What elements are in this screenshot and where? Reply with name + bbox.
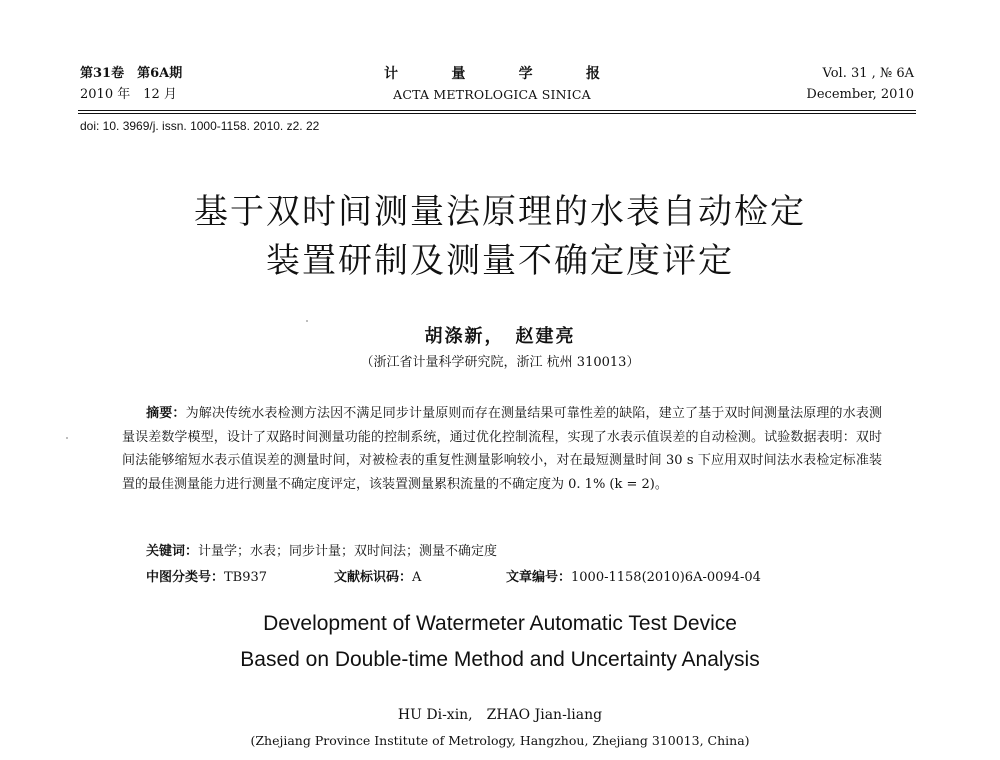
keywords — [146, 540, 497, 559]
doc-code-value: A — [412, 570, 422, 585]
volume-issue-cn: 第31卷 第6A期 — [80, 66, 183, 81]
journal-name-cn — [384, 64, 600, 84]
article-no-value: 1000-1158(2010)6A-0094-04 — [571, 570, 761, 585]
date-en: December, 2010 — [806, 87, 914, 102]
authors-cn: 胡涤新， 赵建亮 — [424, 326, 576, 347]
affiliation-en: (Zhejiang Province Institute of Metrology, Hangzhou, Zhejiang 310013, China) — [250, 733, 750, 748]
journal-char: 量 — [451, 66, 466, 82]
article-number — [506, 566, 761, 585]
clc-label: 中图分类号： — [146, 570, 225, 585]
abstract-label: 摘要： — [146, 406, 186, 421]
keywords-label: 关键词： — [146, 544, 199, 559]
doc-code-label: 文献标识码： — [334, 570, 413, 585]
authors-en: HU Di-xin, ZHAO Jian-liang — [397, 707, 603, 723]
header-rule-top — [78, 110, 916, 111]
date-cn: 2010 年 12 月 — [80, 87, 177, 102]
header-rule-bottom — [78, 113, 916, 114]
document-code — [334, 566, 421, 585]
abstract-text: 为解决传统水表检测方法因不满足同步计量原则而存在测量结果可靠性差的缺陷，建立了基于双时间测量法原理的水表测量误差数学模型，设计了双路时间测量功能的控制系统，通过优化控制流程，实现了水表示值误差的自动检测。试验数据表明：双时间法能够缩短水表示值误差的测量时间，对被检表的重复性测量影响较小，对在最短测量时间 30 s 下应用双时间法水表检定标准装置的最佳测量能力进行测量不确定度评定，该装置测量累积流量的不确定度为 0. 1% (k = 2)。 — [122, 406, 882, 492]
journal-char: 学 — [518, 66, 533, 82]
keywords-text: 计量学；水表；同步计量；双时间法；测量不确定度 — [198, 544, 498, 559]
abstract — [122, 402, 882, 496]
article-no-label: 文章编号： — [506, 570, 572, 585]
doi: doi: 10. 3969/j. issn. 1000-1158. 2010. z2. 22 — [80, 119, 320, 133]
scan-speck — [66, 437, 68, 439]
title-en-line2: Based on Double-time Method and Uncertainty Analysis — [240, 648, 760, 671]
title-cn-line2: 装置研制及测量不确定度评定 — [266, 241, 734, 281]
title-en-line1: Development of Watermeter Automatic Test Device — [263, 612, 737, 635]
title-cn-line1: 基于双时间测量法原理的水表自动检定 — [194, 192, 806, 232]
journal-char: 报 — [585, 66, 600, 82]
affiliation-cn: （浙江省计量科学研究院，浙江 杭州 310013） — [360, 355, 640, 370]
clc-number — [146, 566, 267, 585]
journal-char: 计 — [384, 66, 398, 82]
clc-value: TB937 — [224, 570, 268, 585]
journal-name-en: ACTA METROLOGICA SINICA — [393, 87, 591, 102]
volume-issue-en: Vol. 31 , № 6A — [822, 66, 914, 81]
